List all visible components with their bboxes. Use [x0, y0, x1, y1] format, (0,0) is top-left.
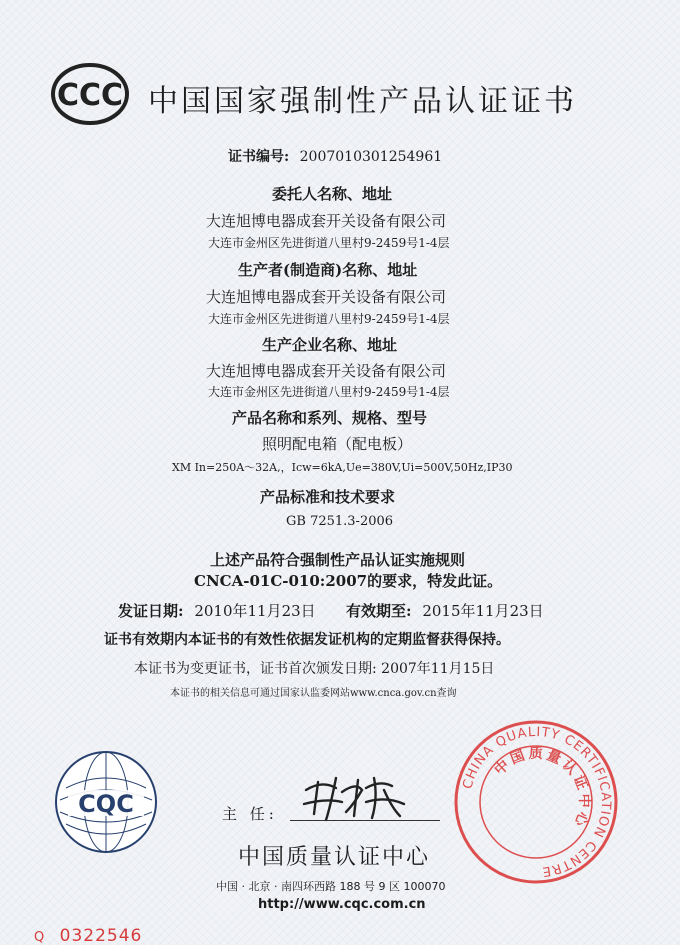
- product-heading: 产品名称和系列、规格、型号: [232, 409, 428, 427]
- serial-number-value: 0322546: [59, 926, 143, 945]
- expiry-date: [346, 600, 544, 621]
- seal-english-text: CHINA QUALITY CERTIFICATION CENTRE: [460, 724, 614, 879]
- client-address: 大连市金州区先进街道八里村9-2459号1-4层: [208, 236, 450, 250]
- organization-url: http://www.cqc.com.cn: [258, 897, 426, 912]
- signature-line: [290, 820, 440, 821]
- expiry-date-label: 有效期至:: [346, 602, 412, 620]
- factory-heading: 生产企业名称、地址: [262, 336, 398, 354]
- certificate-title: 中国国家强制性产品认证证书: [148, 84, 577, 119]
- ccc-logo-text: CCC: [56, 78, 124, 113]
- serial-number: [34, 926, 142, 945]
- product-name: 照明配电箱（配电板）: [262, 435, 413, 453]
- serial-prefix: Q: [34, 930, 46, 945]
- expiry-date-value: 2015年11月23日: [422, 602, 544, 620]
- director-signature: [296, 768, 416, 826]
- factory-name: 大连旭博电器成套开关设备有限公司: [206, 362, 447, 380]
- svg-text:中国质量认证中心: [491, 745, 593, 832]
- standard-heading: 产品标准和技术要求: [260, 488, 396, 506]
- director-label: 主 任:: [222, 805, 278, 823]
- issue-date-value: 2010年11月23日: [194, 602, 316, 620]
- seal-chinese-text: 中国质量认证中心: [491, 745, 593, 832]
- organization-address: 中国 · 北京 · 南四环西路 188 号 9 区 100070: [216, 880, 446, 893]
- certificate-number-label: 证书编号:: [228, 149, 290, 165]
- issue-date-label: 发证日期:: [118, 602, 184, 620]
- change-note: 本证书为变更证书，证书首次颁发日期: 2007年11月15日: [134, 661, 495, 677]
- certificate-number-value: 2007010301254961: [299, 149, 443, 165]
- certification-seal: [452, 718, 620, 886]
- manufacturer-address: 大连市金州区先进街道八里村9-2459号1-4层: [208, 312, 450, 326]
- manufacturer-heading: 生产者(制造商)名称、地址: [238, 261, 418, 279]
- validity-note: 证书有效期内本证书的有效性依据发证机构的定期监督获得保持。: [104, 632, 510, 648]
- issue-date: [118, 600, 316, 621]
- cqc-logo: [52, 748, 160, 856]
- certificate-number: [228, 146, 442, 166]
- ccc-logo: [50, 62, 130, 126]
- manufacturer-name: 大连旭博电器成套开关设备有限公司: [206, 288, 447, 306]
- statement-line-2: CNCA-01C-010:2007的要求，特发此证。: [194, 572, 503, 590]
- cqc-logo-text: CQC: [78, 790, 134, 818]
- product-spec: XM In=250A～32A,，Icw=6kA,Ue=380V,Ui=500V,50Hz,IP30: [172, 461, 513, 474]
- factory-address: 大连市金州区先进街道八里村9-2459号1-4层: [208, 385, 450, 399]
- client-name: 大连旭博电器成套开关设备有限公司: [206, 212, 447, 230]
- standard-value: GB 7251.3-2006: [286, 514, 394, 529]
- organization-name: 中国质量认证中心: [238, 845, 431, 870]
- website-note: 本证书的相关信息可通过国家认监委网站www.cnca.gov.cn查询: [170, 688, 457, 699]
- statement-line-1: 上述产品符合强制性产品认证实施规则: [210, 551, 466, 569]
- client-heading: 委托人名称、地址: [272, 185, 393, 203]
